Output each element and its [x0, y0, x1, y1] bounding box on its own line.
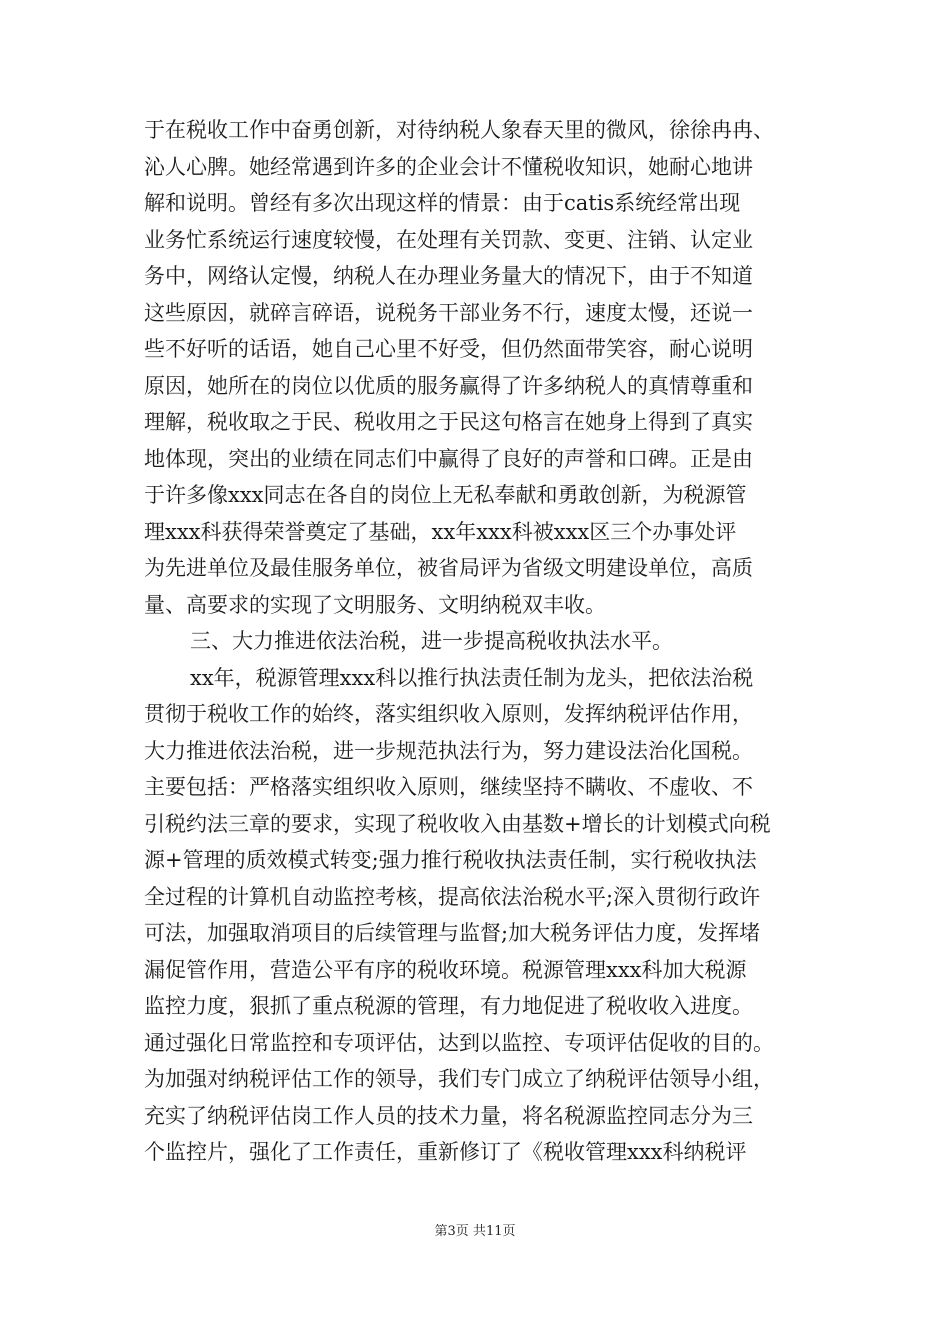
text-line-26: 通过强化日常监控和专项评估，达到以监控、专项评估促收的目的。 — [144, 1030, 774, 1055]
footer-suffix: 页 — [502, 1224, 516, 1239]
text-line-22: 全过程的计算机自动监控考核，提高依法治税水平;深入贯彻行政许 — [144, 884, 761, 909]
text-line-14: 量、高要求的实现了文明服务、文明纳税双丰收。 — [144, 592, 606, 617]
text-line-27: 为加强对纳税评估工作的领导，我们专门成立了纳税评估领导小组， — [144, 1067, 774, 1091]
page-footer — [0, 1220, 950, 1239]
text-line-3: 解和说明。曾经有多次出现这样的情景：由于catis系统经常出现 — [144, 191, 741, 215]
text-line-12: 理xxx科获得荣誉奠定了基础，xx年xxx科被xxx区三个办事处评 — [144, 519, 737, 544]
text-line-19: 主要包括：严格落实组织收入原则，继续坚持不瞒收、不虚收、不 — [144, 775, 753, 799]
section-heading: 三、大力推进依法治税，进一步提高税收执法水平。 — [190, 629, 673, 653]
text-line-29: 个监控片，强化了工作责任，重新修订了《税收管理xxx科纳税评 — [144, 1140, 747, 1164]
footer-page-number: 3 — [447, 1224, 456, 1239]
footer-middle: 页 共 — [455, 1224, 486, 1239]
text-line-23: 可法，加强取消项目的后续管理与监督;加大税务评估力度，发挥堵 — [144, 921, 761, 945]
text-line-16: xx年，税源管理xxx科以推行执法责任制为龙头，把依法治税 — [190, 665, 754, 690]
text-line-2: 沁人心脾。她经常遇到许多的企业会计不懂税收知识，她耐心地讲 — [144, 154, 753, 179]
text-line-1: 于在税收工作中奋勇创新，对待纳税人象春天里的微风，徐徐冉冉、 — [144, 118, 774, 142]
text-line-25: 监控力度，狠抓了重点税源的管理，有力地促进了税收收入进度。 — [144, 994, 753, 1018]
text-line-11: 于许多像xxx同志在各自的岗位上无私奉献和勇敢创新，为税源管 — [144, 483, 747, 507]
footer-total-pages: 11 — [485, 1224, 503, 1239]
text-line-10: 地体现，突出的业绩在同志们中赢得了良好的声誉和口碑。正是由 — [144, 446, 753, 471]
text-line-8: 原因，她所在的岗位以优质的服务赢得了许多纳税人的真情尊重和 — [144, 373, 753, 398]
text-line-21: 源+管理的质效模式转变;强力推行税收执法责任制，实行税收执法 — [144, 848, 757, 872]
text-line-6: 这些原因，就碎言碎语，说税务干部业务不行，速度太慢，还说一 — [144, 300, 753, 325]
body-text — [144, 112, 824, 1171]
text-line-20: 引税约法三章的要求，实现了税收收入由基数+增长的计划模式向税 — [144, 811, 771, 836]
text-line-28: 充实了纳税评估岗工作人员的技术力量，将名税源监控同志分为三 — [144, 1103, 753, 1128]
text-line-17: 贯彻于税收工作的始终，落实组织收入原则，发挥纳税评估作用， — [144, 702, 753, 726]
footer-prefix: 第 — [434, 1224, 448, 1239]
text-line-7: 些不好听的话语，她自己心里不好受，但仍然面带笑容，耐心说明 — [144, 337, 753, 361]
text-line-18: 大力推进依法治税，进一步规范执法行为，努力建设法治化国税。 — [144, 738, 753, 763]
text-line-4: 业务忙系统运行速度较慢，在处理有关罚款、变更、注销、认定业 — [144, 227, 753, 252]
text-line-24: 漏促管作用，营造公平有序的税收环境。税源管理xxx科加大税源 — [144, 957, 747, 982]
text-line-13: 为先进单位及最佳服务单位，被省局评为省级文明建设单位，高质 — [144, 556, 753, 580]
text-line-9: 理解，税收取之于民、税收用之于民这句格言在她身上得到了真实 — [144, 410, 753, 434]
text-line-5: 务中，网络认定慢，纳税人在办理业务量大的情况下，由于不知道 — [144, 264, 753, 288]
